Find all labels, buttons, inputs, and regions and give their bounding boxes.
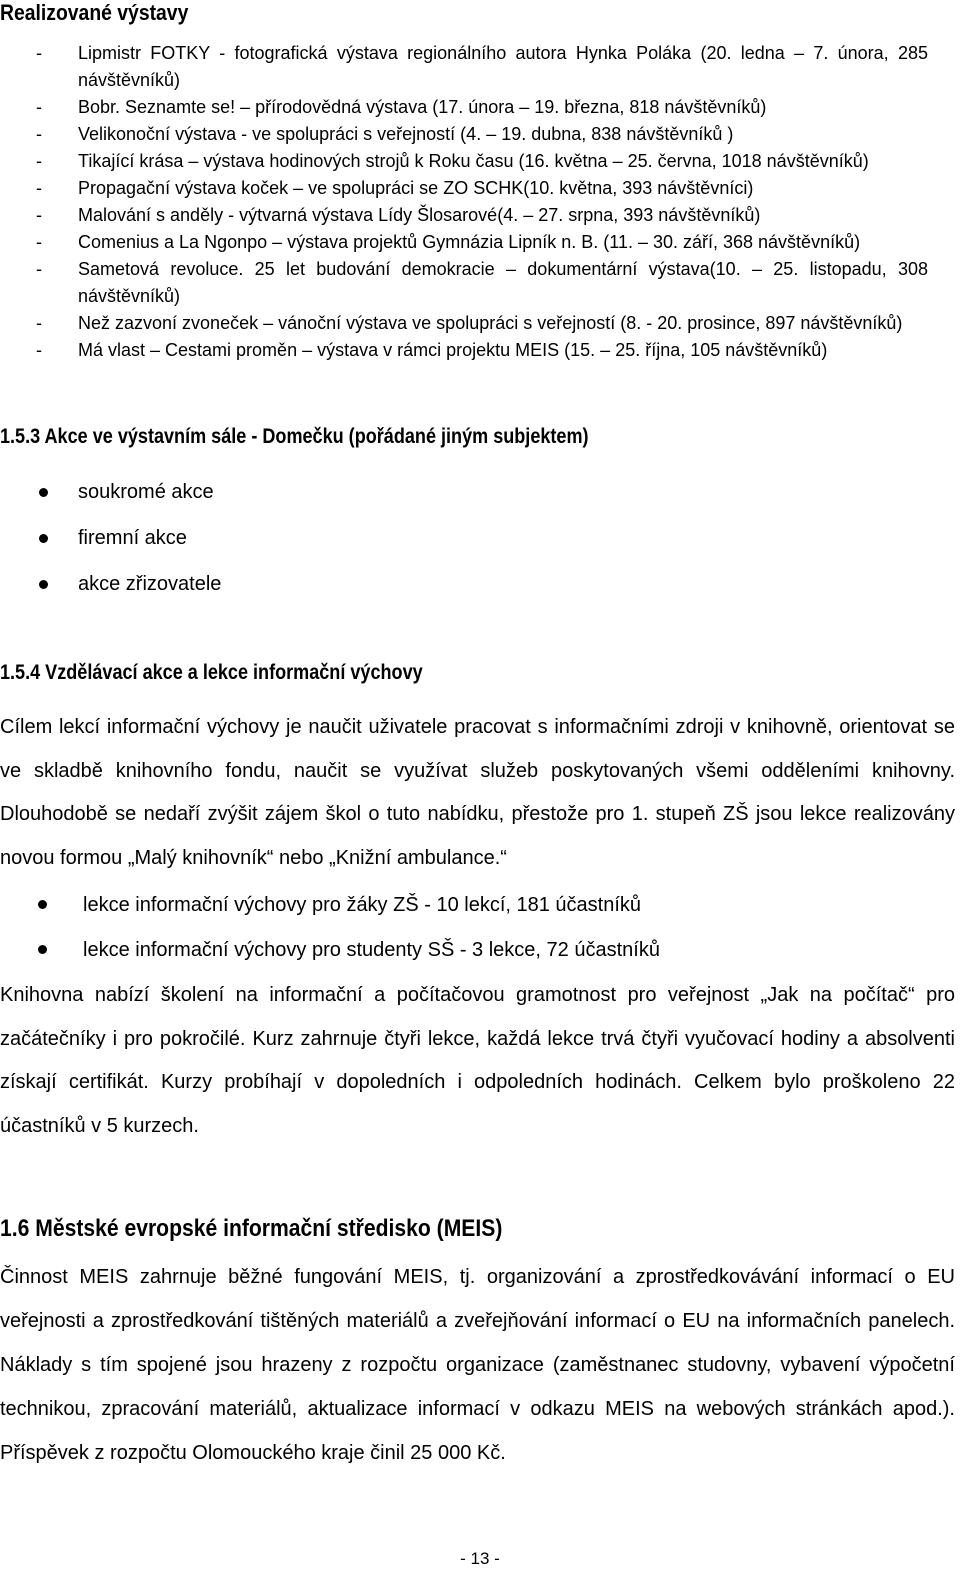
paragraph-meis: Činnost MEIS zahrnuje běžné fungování MEIS, tj. organizování a zprostředkovávání informací o EU veřejnosti a zprostředkování tištěných materiálů a zveřejňování informací o EU na informačních panelech. Náklady s tím spojené jsou hrazeny z rozpočtu organizace (zaměstnanec studovny, vybavení výpočetní technikou, zpracování materiálů, aktualizace informací v odkazu MEIS na webových stránkách apod.). Příspěvek z rozpočtu Olomouckého kraje činil 25 000 Kč. [0,1266,955,1464]
list-item: soukromé akce [0,476,960,522]
page-number: - 13 - [460,1549,500,1568]
list-item: lekce informační výchovy pro žáky ZŠ - 10 lekcí, 181 účastníků [0,883,960,928]
list-item: akce zřizovatele [0,568,960,614]
section-title-1-5-4: 1.5.4 Vzdělávací akce a lekce informační výchovy [0,661,423,684]
bullet-dot-icon [39,534,48,543]
list-item: - Má vlast – Cestami proměn – výstava v rámci projektu MEIS (15. – 25. října, 105 návštěvníků) [36,340,828,360]
list-item: - Malování s anděly - výtvarná výstava Lídy Šlosarové(4. – 27. srpna, 393 návštěvníků) [36,205,761,225]
bullet-dot-icon [39,488,48,497]
section-title-1-5-3: 1.5.3 Akce ve výstavním sále - Domečku (pořádané jiným subjektem) [0,425,589,448]
exhibition-list [0,40,960,364]
lessons-list [0,883,960,973]
list-item: - Velikonoční výstava - ve spolupráci s veřejností (4. – 19. dubna, 838 návštěvníků ) [36,124,734,144]
list-item: firemní akce [0,522,960,568]
bullet-dot-icon [38,945,47,954]
section-title-1-6: 1.6 Městské evropské informační středisko (MEIS) [0,1215,503,1242]
list-item: - Bobr. Seznamte se! – přírodovědná výstava (17. února – 19. března, 818 návštěvníků) [36,97,767,117]
list-item: - Lipmistr FOTKY - fotografická výstava regionálního autora Hynka Poláka (20. ledna – 7. února, 285 návštěvníků) [36,43,928,90]
section-title-realized-exhibitions: Realizované výstavy [0,0,189,25]
list-item: - Než zazvoní zvoneček – vánoční výstava ve spolupráci s veřejností (8. - 20. prosince, 897 návštěvníků) [36,313,903,333]
bullet-dot-icon [39,580,48,589]
list-item: lekce informační výchovy pro studenty SŠ - 3 lekce, 72 účastníků [0,928,960,973]
list-item: - Propagační výstava koček – ve spolupráci se ZO SCHK(10. května, 393 návštěvníci) [36,178,754,198]
paragraph-education: Cílem lekcí informační výchovy je naučit uživatele pracovat s informačními zdroji v knihovně, orientovat se ve skladbě knihovního fondu, naučit se využívat služeb poskytovaných všemi odděleními knihovny. Dlouhodobě se nedaří zvýšit zájem škol o tuto nabídku, přestože pro 1. stupeň ZŠ jsou lekce realizovány novou formou „Malý knihovník“ nebo „Knižní ambulance.“ [0,716,955,869]
other-events-list [0,476,960,614]
list-item: - Sametová revoluce. 25 let budování demokracie – dokumentární výstava(10. – 25. listopadu, 308 návštěvníků) [36,259,928,306]
paragraph-computer-courses: Knihovna nabízí školení na informační a počítačovou gramotnost pro veřejnost „Jak na počítač“ pro začátečníky i pro pokročilé. Kurz zahrnuje čtyři lekce, každá lekce trvá čtyři vyučovací hodiny a absolventi získají certifikát. Kurzy probíhají v dopoledních i odpoledních hodinách. Celkem bylo proškoleno 22 účastníků v 5 kurzech. [0,984,955,1137]
list-item: - Tikající krása – výstava hodinových strojů k Roku času (16. května – 25. června, 1018 návštěvníků) [36,151,869,171]
bullet-dot-icon [38,900,47,909]
list-item: - Comenius a La Ngonpo – výstava projektů Gymnázia Lipník n. B. (11. – 30. září, 368 návštěvníků) [36,232,861,252]
